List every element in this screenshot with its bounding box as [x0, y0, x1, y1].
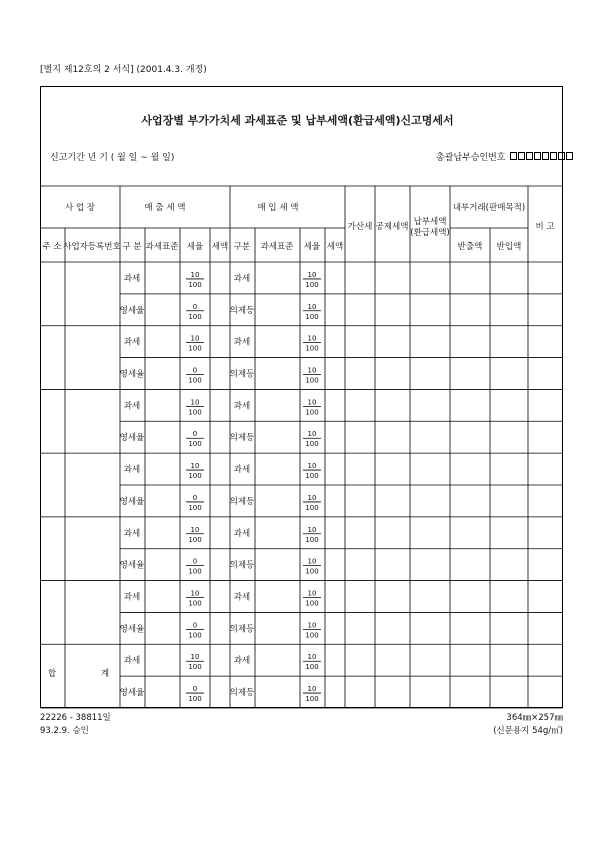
purchase-type-other: 의제등	[229, 433, 255, 444]
rate-numerator: 10	[190, 270, 200, 279]
rate-denominator: 100	[188, 440, 202, 449]
header-sales-base: 과세표준	[145, 242, 179, 252]
purchase-type-taxable: 과세	[233, 656, 251, 667]
purchase-rate-ten-percent	[303, 398, 321, 416]
form-label: [별지 제12호의 2 서식] (2001.4.3. 개정)	[40, 65, 207, 75]
sales-type-taxable: 과세	[123, 273, 141, 284]
purchase-type-other: 의제등	[229, 369, 255, 380]
sales-rate-ten-percent	[186, 398, 204, 416]
sales-rate-ten-percent	[186, 271, 204, 289]
sales-type-zero-rate: 영세율	[119, 369, 145, 380]
approval-number-label: 총괄납부승인번호	[436, 153, 506, 163]
rate-denominator: 100	[188, 599, 202, 608]
sales-type-zero-rate: 영세율	[119, 688, 145, 699]
sales-type-zero-rate: 영세율	[119, 305, 145, 316]
header-business: 사 업 장	[64, 203, 96, 213]
footer-left	[40, 712, 111, 738]
sales-rate-zero	[186, 558, 204, 576]
rate-numerator: 10	[190, 334, 200, 343]
approval-date: 93.2.9. 승인	[40, 726, 89, 736]
rate-numerator: 10	[307, 685, 317, 694]
header-purchase-base: 과세표준	[260, 242, 294, 252]
rate-denominator: 100	[188, 312, 202, 321]
rate-numerator: 10	[190, 653, 200, 662]
sales-type-taxable: 과세	[123, 337, 141, 348]
footer-right	[470, 712, 563, 738]
sales-rate-ten-percent	[186, 526, 204, 544]
rate-numerator: 0	[192, 430, 198, 439]
rate-numerator: 10	[307, 462, 317, 471]
header-outgoing: 반출액	[457, 242, 483, 252]
rate-denominator: 100	[305, 312, 319, 321]
purchase-type-other: 의제등	[229, 560, 255, 571]
sales-type-zero-rate: 영세율	[119, 624, 145, 635]
header-payment-tax: 납부세액	[413, 217, 447, 227]
sales-rate-zero	[186, 621, 204, 639]
header-purchase-tax: 매 입 세 액	[257, 203, 299, 213]
purchase-rate-ten-percent	[303, 430, 321, 448]
paper-type: (신문용지 54g/㎡)	[493, 726, 563, 736]
purchase-type-other: 의제등	[229, 688, 255, 699]
rate-numerator: 0	[192, 685, 198, 694]
sales-type-taxable: 과세	[123, 656, 141, 667]
sales-type-zero-rate: 영세율	[119, 560, 145, 571]
purchase-rate-ten-percent	[303, 526, 321, 544]
sales-type-zero-rate: 영세율	[119, 496, 145, 507]
rate-numerator: 10	[190, 398, 200, 407]
rate-numerator: 0	[192, 302, 198, 311]
purchase-rate-ten-percent	[303, 653, 321, 671]
page-title: 사업장별 부가가치세 과세표준 및 납부세액(환급세액)신고명세서	[141, 114, 454, 127]
purchase-rate-ten-percent	[303, 335, 321, 353]
sales-rate-ten-percent	[186, 590, 204, 608]
sales-type-taxable: 과세	[123, 592, 141, 603]
rate-numerator: 10	[307, 366, 317, 375]
rate-numerator: 0	[192, 493, 198, 502]
header-purchase-type: 구분	[233, 242, 251, 252]
sales-rate-ten-percent	[186, 462, 204, 480]
rate-numerator: 10	[307, 589, 317, 598]
sales-rate-ten-percent	[186, 335, 204, 353]
purchase-rate-ten-percent	[303, 558, 321, 576]
rate-numerator: 10	[307, 270, 317, 279]
header-purchase-rate: 세율	[303, 242, 321, 252]
header-refund-tax: (환급세액)	[410, 228, 450, 238]
rate-denominator: 100	[188, 503, 202, 512]
purchase-type-taxable: 과세	[233, 465, 251, 476]
purchase-type-taxable: 과세	[233, 337, 251, 348]
rate-denominator: 100	[305, 599, 319, 608]
purchase-type-taxable: 과세	[233, 273, 251, 284]
purchase-rate-ten-percent	[303, 590, 321, 608]
sales-rate-zero	[186, 685, 204, 703]
header-sales-type: 구 분	[122, 242, 142, 252]
header-purchase-amount: 세액	[326, 242, 344, 252]
purchase-rate-ten-percent	[303, 621, 321, 639]
rate-numerator: 10	[307, 398, 317, 407]
purchase-rate-ten-percent	[303, 685, 321, 703]
rate-denominator: 100	[305, 663, 319, 672]
header-registration-number: 사업자등록번호	[63, 242, 121, 252]
rate-denominator: 100	[188, 472, 202, 481]
sales-type-zero-rate: 영세율	[119, 433, 145, 444]
rate-denominator: 100	[305, 472, 319, 481]
header-sales-rate: 세율	[186, 242, 204, 252]
rate-denominator: 100	[188, 631, 202, 640]
rate-numerator: 10	[307, 302, 317, 311]
rate-numerator: 10	[190, 525, 200, 534]
purchase-type-other: 의제등	[229, 305, 255, 316]
header-deduction-tax: 공제세액	[375, 222, 409, 232]
rate-denominator: 100	[305, 631, 319, 640]
sales-type-taxable: 과세	[123, 528, 141, 539]
header-additional-tax: 가산세	[347, 222, 373, 232]
paper-size: 364㎜×257㎜	[506, 713, 563, 723]
sales-rate-zero	[186, 303, 204, 321]
rate-denominator: 100	[188, 567, 202, 576]
rate-denominator: 100	[188, 535, 202, 544]
rate-denominator: 100	[305, 408, 319, 417]
sales-type-taxable: 과세	[123, 465, 141, 476]
purchase-rate-ten-percent	[303, 494, 321, 512]
rate-denominator: 100	[188, 344, 202, 353]
header-sales-amount: 세액	[211, 242, 229, 252]
rate-denominator: 100	[305, 344, 319, 353]
rate-denominator: 100	[305, 376, 319, 385]
rate-numerator: 10	[190, 589, 200, 598]
sales-rate-zero	[186, 430, 204, 448]
rate-numerator: 10	[307, 334, 317, 343]
purchase-type-taxable: 과세	[233, 528, 251, 539]
sales-rate-zero	[186, 494, 204, 512]
purchase-type-other: 의제등	[229, 496, 255, 507]
header-remarks: 비 고	[535, 222, 555, 232]
purchase-type-other: 의제등	[229, 624, 255, 635]
rate-denominator: 100	[188, 376, 202, 385]
rate-denominator: 100	[305, 695, 319, 704]
sales-rate-zero	[186, 367, 204, 385]
rate-denominator: 100	[305, 535, 319, 544]
rate-numerator: 10	[307, 621, 317, 630]
rate-numerator: 0	[192, 366, 198, 375]
rate-numerator: 10	[307, 557, 317, 566]
purchase-rate-ten-percent	[303, 303, 321, 321]
rate-denominator: 100	[305, 503, 319, 512]
rate-denominator: 100	[305, 440, 319, 449]
rate-denominator: 100	[188, 695, 202, 704]
rate-numerator: 10	[190, 462, 200, 471]
header-sales-tax: 매 출 세 액	[144, 203, 186, 213]
report-period: 신고기간 년 기 ( 월 일 ~ 월 일)	[50, 153, 175, 163]
rate-numerator: 0	[192, 621, 198, 630]
header-internal-transaction: 내부거래(판매목적)	[452, 203, 526, 213]
rate-numerator: 10	[307, 430, 317, 439]
form-code: 22226 - 38811일	[40, 713, 111, 723]
rate-numerator: 10	[307, 525, 317, 534]
total-label-sum: 합	[47, 669, 57, 680]
rate-denominator: 100	[305, 280, 319, 289]
sales-type-taxable: 과세	[123, 401, 141, 412]
rate-numerator: 10	[307, 493, 317, 502]
purchase-type-taxable: 과세	[233, 401, 251, 412]
rate-denominator: 100	[188, 663, 202, 672]
rate-denominator: 100	[305, 567, 319, 576]
header-address: 주 소	[42, 242, 62, 252]
purchase-rate-ten-percent	[303, 462, 321, 480]
sales-rate-ten-percent	[186, 653, 204, 671]
rate-numerator: 0	[192, 557, 198, 566]
purchase-rate-ten-percent	[303, 271, 321, 289]
header-incoming: 반입액	[496, 242, 522, 252]
rate-denominator: 100	[188, 280, 202, 289]
rate-denominator: 100	[188, 408, 202, 417]
rate-numerator: 10	[307, 653, 317, 662]
purchase-type-taxable: 과세	[233, 592, 251, 603]
total-label-total: 계	[100, 669, 110, 680]
purchase-rate-ten-percent	[303, 367, 321, 385]
